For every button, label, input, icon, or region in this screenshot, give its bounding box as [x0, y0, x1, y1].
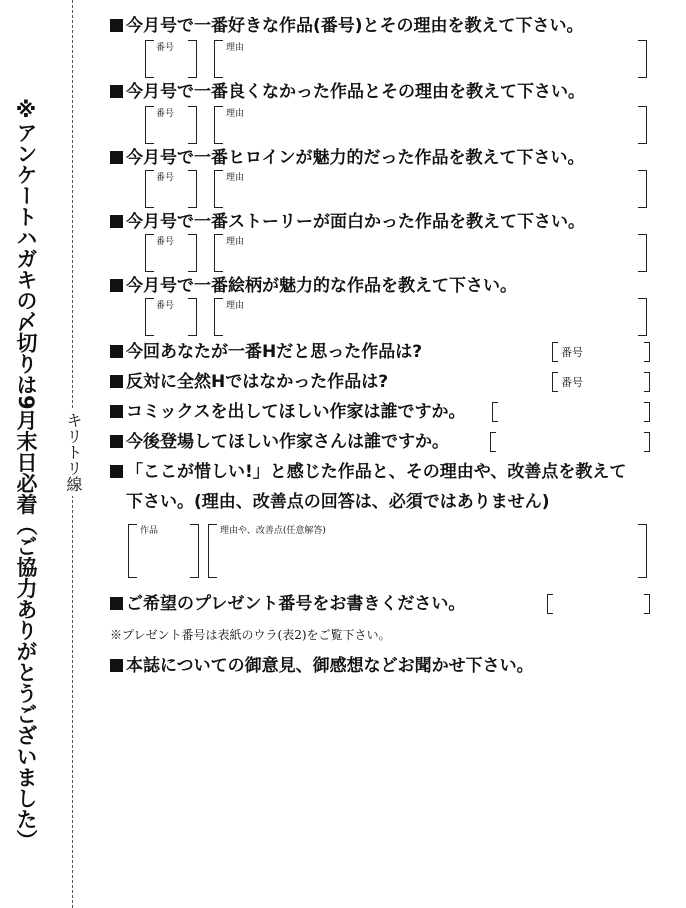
question-4 — [110, 212, 585, 232]
square-bullet-icon — [110, 279, 123, 292]
q11-answer-box-left[interactable] — [547, 594, 553, 614]
question-2 — [110, 82, 585, 102]
present-note: ※プレゼント番号は表紙のウラ(表2)をご覧下さい。 — [110, 628, 391, 642]
q4-reason-box-right[interactable] — [638, 234, 647, 272]
q5-reason-box-left[interactable] — [214, 298, 223, 336]
q4-reason-label: 理由 — [226, 237, 245, 247]
question-3-text: 今月号で一番ヒロインが魅力的だった作品を教えて下さい。 — [126, 148, 585, 168]
q5-number-label: 番号 — [156, 301, 175, 311]
q3-number-label: 番号 — [156, 173, 175, 183]
q2-number-label: 番号 — [156, 109, 175, 119]
question-10-line2: 下さい。(理由、改善点の回答は、必須ではありません) — [126, 492, 550, 512]
square-bullet-icon — [110, 465, 123, 478]
square-bullet-icon — [110, 19, 123, 32]
q5-reason-box-right[interactable] — [638, 298, 647, 336]
question-1-text: 今月号で一番好きな作品(番号)とその理由を教えて下さい。 — [126, 16, 584, 36]
q10-reason-label: 理由や、改善点(任意解答) — [220, 526, 326, 536]
q7-number-label: 番号 — [561, 376, 583, 389]
square-bullet-icon — [110, 435, 123, 448]
q2-number-box-right[interactable] — [188, 106, 197, 144]
q9-answer-box-right[interactable] — [644, 432, 650, 452]
q4-number-box-left[interactable] — [145, 234, 154, 272]
question-6-text: 今回あなたが一番Hだと思った作品は? — [126, 342, 423, 362]
q3-reason-box-right[interactable] — [638, 170, 647, 208]
q7-answer-box-right[interactable] — [644, 372, 650, 392]
q2-reason-label: 理由 — [226, 109, 245, 119]
square-bullet-icon — [110, 659, 123, 672]
question-1 — [110, 16, 584, 36]
q3-number-box-right[interactable] — [188, 170, 197, 208]
question-7-text: 反対に全然Hではなかった作品は? — [126, 372, 389, 392]
question-5-text: 今月号で一番絵柄が魅力的な作品を教えて下さい。 — [126, 276, 517, 296]
question-11-text: ご希望のプレゼント番号をお書きください。 — [126, 594, 466, 614]
q4-number-label: 番号 — [156, 237, 175, 247]
question-8 — [110, 402, 466, 422]
square-bullet-icon — [110, 405, 123, 418]
question-10-text-line1: 「ここが惜しい!」と感じた作品と、その理由や、改善点を教えて — [126, 462, 627, 482]
square-bullet-icon — [110, 375, 123, 388]
q6-number-label: 番号 — [561, 346, 583, 359]
q1-number-label: 番号 — [156, 43, 175, 53]
q8-answer-box-left[interactable] — [492, 402, 498, 422]
question-9 — [110, 432, 449, 452]
q2-reason-box-right[interactable] — [638, 106, 647, 144]
q8-answer-box-right[interactable] — [644, 402, 650, 422]
question-12 — [110, 656, 534, 676]
q5-number-box-left[interactable] — [145, 298, 154, 336]
question-6 — [110, 342, 422, 362]
square-bullet-icon — [110, 215, 123, 228]
square-bullet-icon — [110, 85, 123, 98]
q1-reason-label: 理由 — [226, 43, 245, 53]
q5-number-box-right[interactable] — [188, 298, 197, 336]
q4-reason-box-left[interactable] — [214, 234, 223, 272]
q3-reason-label: 理由 — [226, 173, 245, 183]
question-9-text: 今後登場してほしい作家さんは誰ですか。 — [126, 432, 449, 452]
q1-number-box-right[interactable] — [188, 40, 197, 78]
cut-line-label: キリトリ線 — [62, 408, 84, 496]
q1-reason-box-right[interactable] — [638, 40, 647, 78]
q7-answer-box-left[interactable] — [552, 372, 558, 392]
q4-number-box-right[interactable] — [188, 234, 197, 272]
q1-reason-box-left[interactable] — [214, 40, 223, 78]
q10-reason-box-left[interactable] — [208, 524, 217, 578]
question-7 — [110, 372, 388, 392]
question-8-text: コミックスを出してほしい作家は誰ですか。 — [126, 402, 466, 422]
question-5 — [110, 276, 517, 296]
q2-number-box-left[interactable] — [145, 106, 154, 144]
q6-answer-box-left[interactable] — [552, 342, 558, 362]
question-3 — [110, 148, 585, 168]
q3-reason-box-left[interactable] — [214, 170, 223, 208]
question-11 — [110, 594, 465, 614]
q1-number-box-left[interactable] — [145, 40, 154, 78]
q10-work-box-left[interactable] — [128, 524, 137, 578]
square-bullet-icon — [110, 151, 123, 164]
q5-reason-label: 理由 — [226, 301, 245, 311]
question-2-text: 今月号で一番良くなかった作品とその理由を教えて下さい。 — [126, 82, 585, 102]
deadline-note: ※アンケートハガキの〆切りは9月末日必着（ご協力ありがとうございました） — [14, 98, 38, 851]
q9-answer-box-left[interactable] — [490, 432, 496, 452]
square-bullet-icon — [110, 597, 123, 610]
q6-answer-box-right[interactable] — [644, 342, 650, 362]
question-10 — [110, 462, 626, 482]
q3-number-box-left[interactable] — [145, 170, 154, 208]
q10-reason-box-right[interactable] — [638, 524, 647, 578]
q2-reason-box-left[interactable] — [214, 106, 223, 144]
q10-work-box-right[interactable] — [190, 524, 199, 578]
square-bullet-icon — [110, 345, 123, 358]
q10-work-label: 作品 — [140, 526, 159, 536]
q11-answer-box-right[interactable] — [644, 594, 650, 614]
question-4-text: 今月号で一番ストーリーが面白かった作品を教えて下さい。 — [126, 212, 585, 232]
question-12-text: 本誌についての御意見、御感想などお聞かせ下さい。 — [126, 656, 534, 676]
